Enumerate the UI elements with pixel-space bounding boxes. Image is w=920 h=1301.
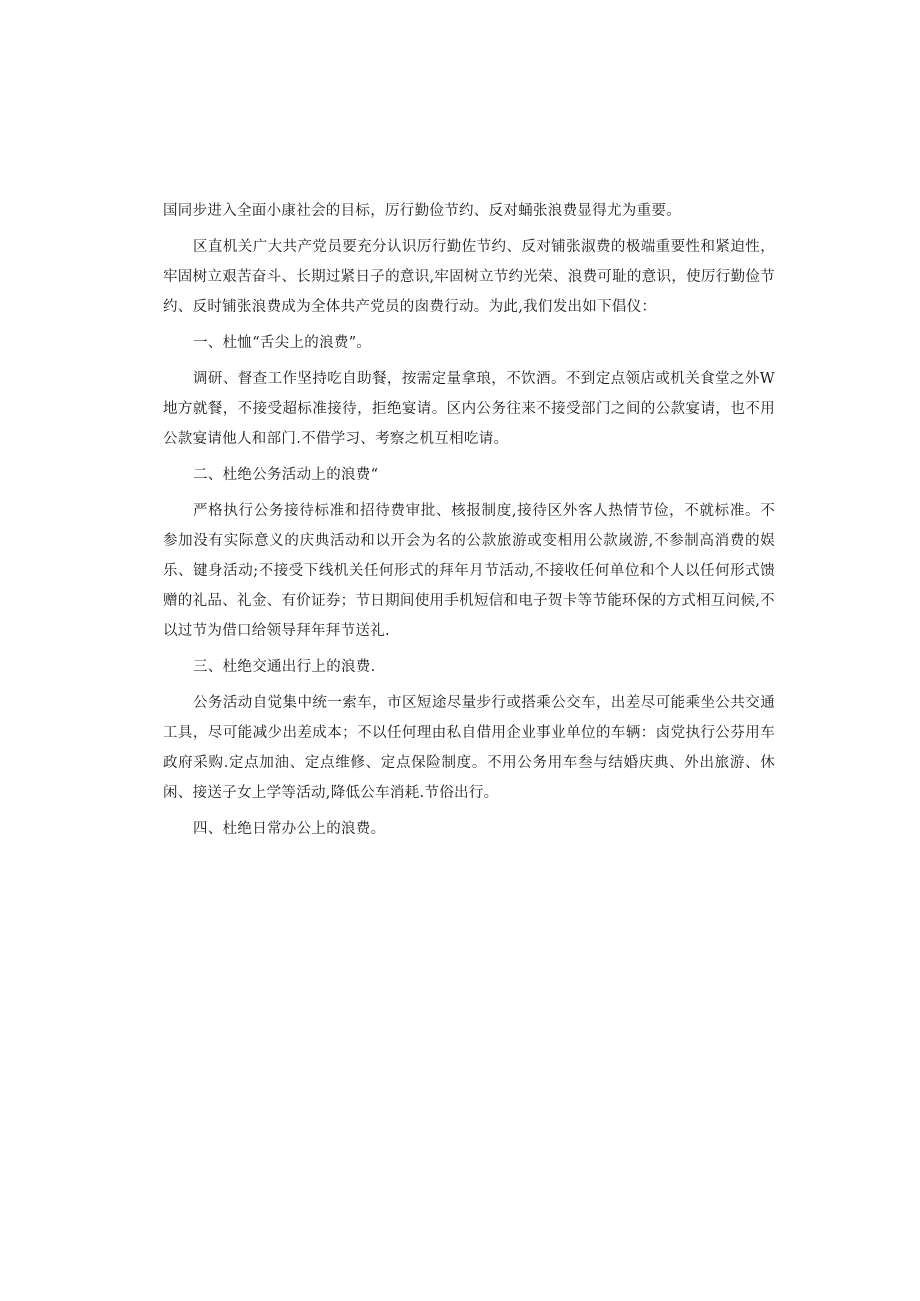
section-heading-4: 四、杜绝日常办公上的浪费。 [193,821,386,837]
section-body-3: 公务活动自觉集中统一索车，市区短途尽量步行或搭乘公交车，出差尽可能乘坐公共交通工具，尽可能减少出差成本；不以任何理由私自借用企业事业单位的车辆：卤党执行公芬用车政府采购.定点加油、定点维修、定点保险制度。不用公务用车叁与结婚庆典、外出旅游、休闲、接送子女上学等活动,降低公车消耗.节俗出行。 [163,695,775,801]
section-heading-2: 二、杜绝公务活动上的浪费“ [193,467,379,483]
paragraph-intro: 区直机关广大共产党员要充分认识厉行勤佐节约、反对铺张淑费的极端重要性和紧迫性，牢固树立艰苦奋斗、长期过紧日子的意识,牢固树立节约光荣、浪费可耻的意识，使厉行勤俭节约、反时铺张浪费成为全体共产党员的囱费行动。为此,我们发出如下倡仪： [163,239,775,315]
document-body [163,196,775,850]
section-heading-3: 三、杜绝交通出行上的浪费. [193,659,376,675]
paragraph-continuation: 国同步进入全面小康社会的目标，厉行勤俭节约、反对蛹张浪费显得尤为重要。 [163,203,681,219]
section-body-2: 严格执行公务接待标准和招待费审批、核报制度,接待区外客人热情节俭，不就标准。不参加没有实际意义的庆典活动和以开会为名的公款旅游或变相用公款嵗游,不参制高消费的娱乐、键身活动;不接受下线机关任何形式的拜年月节活动,不接收任何单位和个人以任何形式馈赠的礼品、礼金、有价证券；节日期间使用手机短信和电子贺卡等节能环保的方式相互问候,不以过节为借口给领导拜年拜节送礼. [163,503,775,639]
section-body-1: 调研、督查工作坚持吃自助餐，按需定量拿琅，不饮酒。不到定点领店或机关食堂之外W地方就餐，不接受超标准接待，拒绝宴请。区内公务往来不接受部门之间的公款宴请，也不用公款宴请他人和部门.不借学习、考察之机互相吃请。 [163,371,775,447]
section-heading-1: 一、杜恤“舌尖上的浪费”。 [193,335,372,351]
